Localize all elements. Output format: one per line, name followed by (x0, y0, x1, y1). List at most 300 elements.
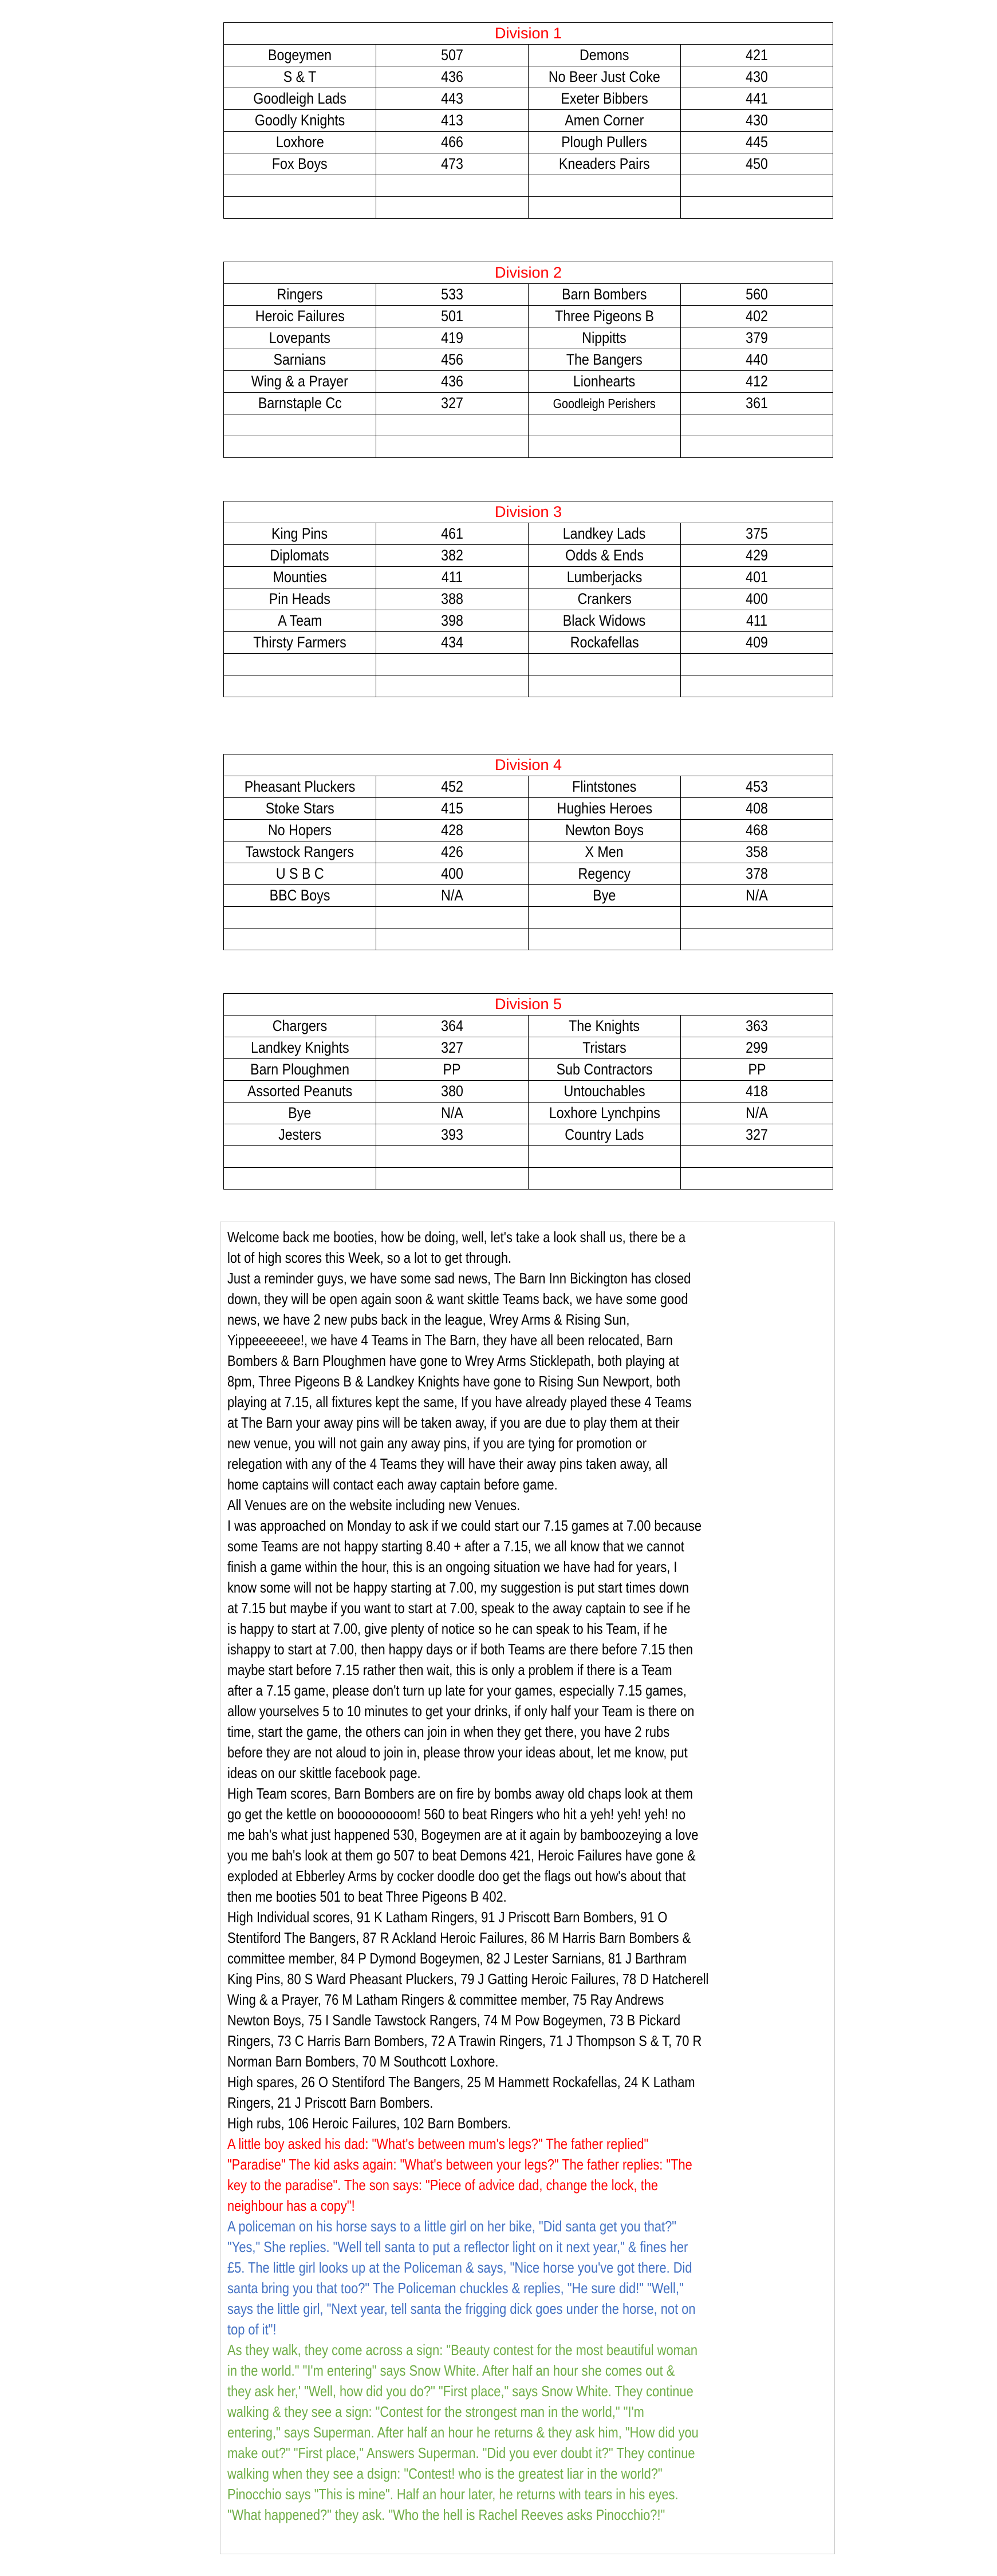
away-score-text: 430 (746, 68, 768, 85)
division-5-table (223, 993, 833, 1190)
home-score-text: N/A (441, 1104, 463, 1121)
away-team-text: The Bangers (566, 351, 643, 368)
away-team-text: Rockafellas (570, 634, 639, 651)
away-score-text: 468 (746, 821, 768, 839)
home-score-text: 415 (441, 800, 463, 817)
away-score (681, 798, 833, 820)
away-score-text: 441 (746, 90, 768, 107)
report-line: make out?" "First place," Answers Superman. "Did you ever doubt it?" They continue (227, 2444, 695, 2462)
away-team-text: Lumberjacks (566, 568, 643, 586)
away-score (681, 610, 833, 632)
away-team (529, 588, 681, 610)
home-team-text: Assorted Peanuts (247, 1082, 353, 1100)
home-score-text: 452 (441, 778, 463, 795)
home-team-text: Bye (288, 1104, 312, 1121)
away-team (529, 885, 681, 907)
report-line: then me booties 501 to beat Three Pigeons B 402. (227, 1888, 507, 1905)
division-title: Division 2 (224, 262, 833, 284)
away-team-text: Goodleigh Perishers (553, 396, 656, 411)
home-score (376, 414, 529, 436)
away-score (681, 1037, 833, 1059)
home-team (224, 327, 376, 349)
report-line: finish a game within the hour, this is an ongoing situation we have had for years, I (227, 1558, 677, 1575)
home-score-text: 533 (441, 286, 463, 303)
away-team (529, 841, 681, 863)
away-score-text: 408 (746, 800, 768, 817)
home-score (376, 371, 529, 393)
report-line: Pinocchio says "This is mine". Half an hour later, he returns with tears in his eyes. (227, 2486, 679, 2503)
home-score (376, 1059, 529, 1081)
away-team (529, 1081, 681, 1103)
away-score (681, 327, 833, 349)
away-score (681, 175, 833, 197)
home-team (224, 654, 376, 675)
home-team (224, 132, 376, 153)
home-team (224, 66, 376, 88)
away-team (529, 88, 681, 110)
home-team (224, 523, 376, 545)
table-row (224, 776, 833, 798)
report-line: after a 7.15 game, please don't turn up late for your games, especially 7.15 games, (227, 1682, 687, 1699)
report-line: lot of high scores this Week, so a lot to get through. (227, 1249, 512, 1266)
away-score (681, 675, 833, 697)
report-line: 8pm, Three Pigeons B & Landkey Knights have gone to Rising Sun Newport, both (227, 1373, 681, 1390)
report-line: High spares, 26 O Stentiford The Bangers, 25 M Hammett Rockafellas, 24 K Latham (227, 2073, 695, 2091)
home-score (376, 588, 529, 610)
report-line: Norman Barn Bombers, 70 M Southcott Loxhore. (227, 2053, 499, 2070)
report-line: Yippeeeeeee!, we have 4 Teams in The Barn, they have all been relocated, Barn (227, 1332, 673, 1349)
away-team-text: Country Lads (565, 1126, 644, 1143)
away-team-text: Barn Bombers (562, 286, 647, 303)
away-score (681, 1146, 833, 1168)
away-team (529, 654, 681, 675)
table-row (224, 567, 833, 588)
away-team-text: Tristars (582, 1039, 626, 1056)
table-row (224, 132, 833, 153)
away-score (681, 45, 833, 66)
away-team (529, 545, 681, 567)
report-line: new venue, you will not gain any away pins, if you are tying for promotion or (227, 1435, 647, 1452)
home-team (224, 545, 376, 567)
home-score-text: 364 (441, 1017, 463, 1034)
table-row (224, 841, 833, 863)
away-score (681, 523, 833, 545)
report-line: top of it"! (227, 2321, 277, 2338)
report-line: High Team scores, Barn Bombers are on fire by bombs away old chaps look at them (227, 1785, 693, 1802)
away-score-text: 402 (746, 307, 768, 325)
home-team-text: Pheasant Pluckers (244, 778, 356, 795)
report-line: down, they will be open again soon & want skittle Teams back, we have some good (227, 1290, 688, 1307)
report-line: key to the paradise". The son says: "Piece of advice dad, change the lock, the (227, 2176, 659, 2194)
report-line: ideas on our skittle facebook page. (227, 1764, 421, 1781)
away-team (529, 1103, 681, 1124)
away-score (681, 863, 833, 885)
report-line: committee member, 84 P Dymond Bogeymen, 82 J Lester Sarnians, 81 J Barthram (227, 1950, 687, 1967)
table-row (224, 632, 833, 654)
report-line: know some will not be happy starting at 7.00, my suggestion is put start times down (227, 1579, 689, 1596)
table-row (224, 414, 833, 436)
home-score (376, 1037, 529, 1059)
away-score (681, 1103, 833, 1124)
home-score-text: 466 (441, 133, 463, 151)
report-line: A policeman on his horse says to a little girl on her bike, "Did santa get you that?" (227, 2218, 676, 2235)
away-team-text: Crankers (577, 590, 632, 607)
report-line: neighbour has a copy"! (227, 2197, 355, 2214)
home-team-text: Fox Boys (272, 155, 328, 172)
home-team-text: Barnstaple Cc (258, 394, 342, 412)
home-score-text: 473 (441, 155, 463, 172)
table-row (224, 349, 833, 371)
division-4-table (223, 754, 833, 950)
report-line: maybe start before 7.15 rather then wait, this is only a problem if there is a Team (227, 1661, 672, 1678)
division-title: Division 1 (224, 23, 833, 45)
home-team (224, 1146, 376, 1168)
home-team (224, 610, 376, 632)
home-team-text: Jesters (278, 1126, 321, 1143)
home-team-text: Wing & a Prayer (251, 373, 349, 390)
away-team-text: Sub Contractors (556, 1061, 653, 1078)
away-score (681, 349, 833, 371)
table-row (224, 588, 833, 610)
report-line: ishappy to start at 7.00, then happy days or if both Teams are there before 7.15 then (227, 1641, 693, 1658)
away-team (529, 610, 681, 632)
home-team-text: Landkey Knights (250, 1039, 349, 1056)
away-team (529, 110, 681, 132)
home-score-text: 327 (441, 1039, 463, 1056)
home-score-text: 327 (441, 394, 463, 412)
table-row (224, 929, 833, 950)
away-score-text: 358 (746, 843, 768, 860)
home-team (224, 284, 376, 306)
away-team-text: The Knights (569, 1017, 640, 1034)
home-team-text: Heroic Failures (255, 307, 345, 325)
away-team (529, 929, 681, 950)
home-team-text: Chargers (272, 1017, 328, 1034)
away-team (529, 66, 681, 88)
away-team (529, 632, 681, 654)
away-team-text: Newton Boys (565, 821, 644, 839)
table-row (224, 110, 833, 132)
report-line: A little boy asked his dad: "What's between mum's legs?" The father replied" (227, 2135, 649, 2152)
away-score (681, 632, 833, 654)
home-team (224, 1016, 376, 1037)
away-team (529, 327, 681, 349)
away-team (529, 567, 681, 588)
home-team (224, 349, 376, 371)
report-line: allow yourselves 5 to 10 minutes to get your drinks, if only half your Team is there on (227, 1702, 695, 1720)
home-score (376, 393, 529, 414)
away-team (529, 675, 681, 697)
away-score-text: 379 (746, 329, 768, 346)
table-row (224, 284, 833, 306)
report-line: walking & they see a sign: "Contest for the strongest man in the world," "I'm (227, 2403, 644, 2420)
home-score (376, 654, 529, 675)
home-score-text: 382 (441, 547, 463, 564)
away-score-text: 440 (746, 351, 768, 368)
home-score (376, 197, 529, 219)
home-team (224, 776, 376, 798)
home-team-text: Tawstock Rangers (245, 843, 354, 860)
away-team (529, 776, 681, 798)
home-score (376, 841, 529, 863)
away-score-text: 361 (746, 394, 768, 412)
home-score (376, 929, 529, 950)
report-line: time, start the game, the others can join in when they get there, you have 2 rubs (227, 1723, 670, 1740)
home-score (376, 610, 529, 632)
table-row (224, 436, 833, 458)
table-row (224, 175, 833, 197)
away-score-text: 327 (746, 1126, 768, 1143)
home-team (224, 414, 376, 436)
away-score (681, 1016, 833, 1037)
table-row (224, 88, 833, 110)
away-score (681, 88, 833, 110)
home-team (224, 820, 376, 841)
home-score (376, 885, 529, 907)
report-line: news, we have 2 new pubs back in the league, Wrey Arms & Rising Sun, (227, 1311, 630, 1328)
home-team-text: Goodly Knights (254, 112, 345, 129)
home-score (376, 1081, 529, 1103)
away-team-text: Hughies Heroes (557, 800, 652, 817)
away-team-text: Plough Pullers (561, 133, 648, 151)
home-score (376, 132, 529, 153)
home-team (224, 393, 376, 414)
away-team (529, 820, 681, 841)
away-team (529, 197, 681, 219)
home-score-text: 456 (441, 351, 463, 368)
away-score (681, 588, 833, 610)
table-row (224, 1081, 833, 1103)
report-line: some Teams are not happy starting 8.40 + after a 7.15, we all know that we cannot (227, 1538, 684, 1555)
report-line: entering," says Superman. After half an hour he returns & they ask him, "How did you (227, 2424, 699, 2441)
away-score-text: PP (748, 1061, 766, 1078)
away-team (529, 306, 681, 327)
table-row (224, 393, 833, 414)
home-team (224, 436, 376, 458)
home-team (224, 632, 376, 654)
away-team-text: Amen Corner (565, 112, 644, 129)
home-team-text: Lovepants (269, 329, 331, 346)
away-team (529, 175, 681, 197)
home-score-text: 426 (441, 843, 463, 860)
away-score (681, 929, 833, 950)
away-score (681, 153, 833, 175)
table-row (224, 1168, 833, 1190)
away-score (681, 371, 833, 393)
away-team-text: Bye (593, 887, 616, 904)
home-score-text: 507 (441, 46, 463, 64)
home-score (376, 349, 529, 371)
home-score (376, 1124, 529, 1146)
home-team (224, 175, 376, 197)
away-team (529, 1146, 681, 1168)
home-score (376, 88, 529, 110)
home-team (224, 567, 376, 588)
away-team-text: Kneaders Pairs (559, 155, 650, 172)
home-team-text: Goodleigh Lads (253, 90, 346, 107)
away-score (681, 393, 833, 414)
away-team (529, 153, 681, 175)
away-score (681, 436, 833, 458)
home-team (224, 798, 376, 820)
away-score-text: 363 (746, 1017, 768, 1034)
away-score-text: N/A (746, 1104, 768, 1121)
report-line: at 7.15 but maybe if you want to start at 7.00, speak to the away captain to see if he (227, 1599, 691, 1617)
report-line: Wing & a Prayer, 76 M Latham Ringers & committee member, 75 Ray Andrews (227, 1991, 664, 2008)
away-score-text: 299 (746, 1039, 768, 1056)
report-line: you me bah's look at them go 507 to beat Demons 421, Heroic Failures have gone & (227, 1847, 696, 1864)
table-row (224, 45, 833, 66)
table-row (224, 1037, 833, 1059)
home-score (376, 1168, 529, 1190)
home-team (224, 197, 376, 219)
away-score (681, 110, 833, 132)
home-team-text: No Hopers (268, 821, 332, 839)
home-score-text: 398 (441, 612, 463, 629)
home-team (224, 1103, 376, 1124)
away-score-text: 400 (746, 590, 768, 607)
table-row (224, 371, 833, 393)
away-score-text: 429 (746, 547, 768, 564)
home-team (224, 110, 376, 132)
away-score (681, 907, 833, 929)
away-score (681, 1059, 833, 1081)
away-score-text: 412 (746, 373, 768, 390)
away-team (529, 1059, 681, 1081)
report-line: As they walk, they come across a sign: "Beauty contest for the most beautiful woman (227, 2341, 698, 2358)
report-line: "Yes," She replies. "Well tell santa to put a reflector light on it next year," & fines her (227, 2238, 688, 2255)
home-score (376, 545, 529, 567)
table-row (224, 654, 833, 675)
division-title: Division 5 (224, 994, 833, 1016)
table-row (224, 66, 833, 88)
away-team-text: Lionhearts (573, 373, 636, 390)
division-2-table (223, 262, 833, 458)
home-team (224, 153, 376, 175)
home-team (224, 588, 376, 610)
away-score-text: 401 (746, 568, 768, 586)
home-score-text: 388 (441, 590, 463, 607)
table-row (224, 863, 833, 885)
away-score (681, 414, 833, 436)
report-line: exploded at Ebberley Arms by cocker doodle doo get the flags out how's about that (227, 1867, 686, 1884)
home-score-text: 393 (441, 1126, 463, 1143)
home-team-text: Loxhore (275, 133, 324, 151)
away-score (681, 132, 833, 153)
away-team (529, 45, 681, 66)
home-team (224, 841, 376, 863)
away-score (681, 1124, 833, 1146)
home-score (376, 567, 529, 588)
home-team-text: Mounties (273, 568, 327, 586)
home-score-text: 400 (441, 865, 463, 882)
away-score (681, 885, 833, 907)
away-team (529, 907, 681, 929)
home-team (224, 45, 376, 66)
away-team (529, 1168, 681, 1190)
report-line: in the world." "I'm entering" says Snow White. After half an hour she comes out & (227, 2362, 675, 2379)
home-team-text: Diplomats (270, 547, 330, 564)
report-line: go get the kettle on booooooooom! 560 to beat Ringers who hit a yeh! yeh! yeh! no (227, 1805, 686, 1823)
home-score (376, 1016, 529, 1037)
away-team-text: Landkey Lads (563, 525, 646, 542)
home-team (224, 306, 376, 327)
away-score (681, 545, 833, 567)
home-score (376, 153, 529, 175)
home-score-text: 434 (441, 634, 463, 651)
report-line: "Paradise" The kid asks again: "What's between your legs?" The father replies: "The (227, 2156, 692, 2173)
table-row (224, 327, 833, 349)
home-team-text: BBC Boys (269, 887, 330, 904)
table-row (224, 197, 833, 219)
home-score-text: 413 (441, 112, 463, 129)
home-team-text: Ringers (277, 286, 323, 303)
home-score (376, 306, 529, 327)
away-score (681, 197, 833, 219)
away-team (529, 393, 681, 414)
away-team-text: Flintstones (572, 778, 637, 795)
home-team (224, 1037, 376, 1059)
away-team-text: Black Widows (563, 612, 646, 629)
away-score-text: 378 (746, 865, 768, 882)
table-row (224, 1059, 833, 1081)
away-team-text: Three Pigeons B (555, 307, 654, 325)
home-score (376, 175, 529, 197)
away-team (529, 284, 681, 306)
division-1-table (223, 22, 833, 219)
home-score-text: 411 (441, 568, 463, 586)
away-team (529, 132, 681, 153)
home-team-text: Barn Ploughmen (250, 1061, 349, 1078)
away-score-text: 418 (746, 1082, 768, 1100)
home-team-text: Pin Heads (269, 590, 331, 607)
away-team-text: No Beer Just Coke (549, 68, 660, 85)
table-row (224, 1103, 833, 1124)
report-line: Bombers & Barn Ploughmen have gone to Wrey Arms Sticklepath, both playing at (227, 1352, 679, 1369)
division-title: Division 3 (224, 501, 833, 523)
away-team (529, 1037, 681, 1059)
away-team-text: Untouchables (563, 1082, 645, 1100)
away-score-text: 430 (746, 112, 768, 129)
home-score (376, 632, 529, 654)
home-score (376, 863, 529, 885)
home-team (224, 675, 376, 697)
report-line: walking when they see a dsign: "Contest! who is the greatest liar in the world?" (227, 2465, 663, 2482)
home-score (376, 675, 529, 697)
home-score (376, 436, 529, 458)
away-team-text: Loxhore Lynchpins (549, 1104, 660, 1121)
home-team (224, 863, 376, 885)
away-score-text: 411 (746, 612, 768, 629)
home-team (224, 1168, 376, 1190)
home-score (376, 523, 529, 545)
home-score (376, 798, 529, 820)
home-score (376, 284, 529, 306)
report-line: they ask her,' "Well, how did you do?" "First place," says Snow White. They continue (227, 2383, 693, 2400)
table-row (224, 153, 833, 175)
away-team (529, 436, 681, 458)
table-row (224, 820, 833, 841)
home-team (224, 907, 376, 929)
away-score-text: 560 (746, 286, 768, 303)
table-row (224, 798, 833, 820)
home-team (224, 88, 376, 110)
away-score (681, 654, 833, 675)
away-score-text: 375 (746, 525, 768, 542)
home-team-text: Thirsty Farmers (253, 634, 346, 651)
table-row (224, 1016, 833, 1037)
home-score-text: 380 (441, 1082, 463, 1100)
